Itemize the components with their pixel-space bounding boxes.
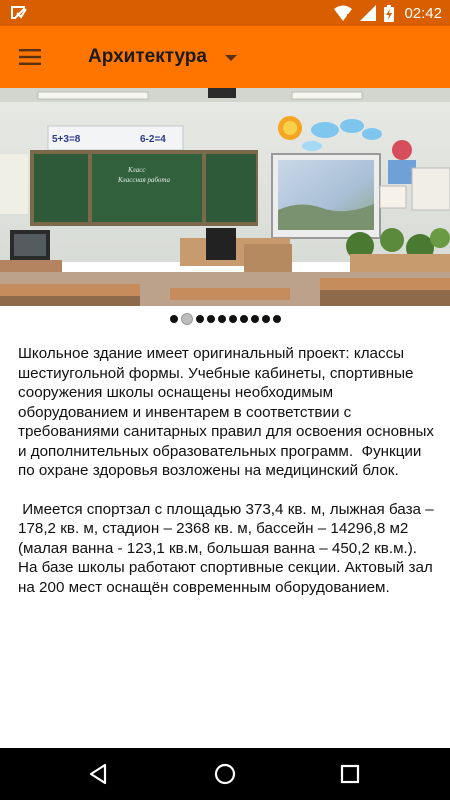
notification-icon bbox=[10, 4, 28, 22]
pager-dot[interactable] bbox=[181, 313, 193, 325]
svg-text:5+3=8: 5+3=8 bbox=[52, 134, 81, 145]
hamburger-icon bbox=[19, 49, 41, 65]
svg-text:6-2=4: 6-2=4 bbox=[140, 134, 166, 145]
article-paragraph-2: Имеется спортзал с площадью 373,4 кв. м, лыжная база – 178,2 кв. м, стадион – 2368 кв. м, бассейн – 14296,8 м2 (малая ванна - 123,1 кв.м, большая ванна – 450,2 кв.м.). На базе школы работают спортивные секции. Актовый зал на 200 мест оснащён современным оборудованием. bbox=[18, 500, 438, 596]
classroom-photo bbox=[0, 88, 450, 306]
svg-text:Класс: Класс bbox=[128, 166, 146, 174]
app-bar bbox=[0, 26, 450, 88]
svg-text:Классная работа: Классная работа bbox=[118, 176, 171, 184]
nav-recents-button[interactable] bbox=[334, 758, 366, 790]
dropdown-arrow-icon bbox=[225, 55, 237, 61]
status-icons bbox=[334, 0, 442, 26]
back-icon bbox=[88, 763, 108, 785]
pager-dot[interactable] bbox=[218, 315, 226, 323]
pager-dot[interactable] bbox=[229, 315, 237, 323]
page-title: Архитектура bbox=[88, 46, 207, 67]
menu-button[interactable] bbox=[12, 39, 48, 75]
pager-dot[interactable] bbox=[240, 315, 248, 323]
pager-dot[interactable] bbox=[262, 315, 270, 323]
section-dropdown[interactable] bbox=[88, 26, 237, 88]
article-body bbox=[18, 344, 438, 597]
pager-dot[interactable] bbox=[207, 315, 215, 323]
article-paragraph-1: Школьное здание имеет оригинальный проект: классы шестиугольной формы. Учебные кабинеты, спортивные сооружения школы оснащены необходимым оборудованием и инвентарем в соответствии с требованиями санитарных правил для освоения основных и дополнительных образовательных программ. Функции по охране здоровья возложены на медицинский блок. bbox=[18, 345, 439, 479]
status-time: 02:42 bbox=[404, 4, 442, 22]
pager-dot[interactable] bbox=[196, 315, 204, 323]
pager-dot[interactable] bbox=[170, 315, 178, 323]
gallery-image[interactable] bbox=[0, 88, 450, 306]
nav-back-button[interactable] bbox=[82, 758, 114, 790]
pager-dot[interactable] bbox=[273, 315, 281, 323]
nav-home-button[interactable] bbox=[209, 758, 241, 790]
pager-dot[interactable] bbox=[251, 315, 259, 323]
status-bar bbox=[0, 0, 450, 26]
gallery-pager[interactable] bbox=[0, 311, 450, 327]
wifi-icon bbox=[334, 5, 352, 21]
home-icon bbox=[214, 763, 236, 785]
recents-icon bbox=[340, 764, 360, 784]
system-nav-bar bbox=[0, 748, 450, 800]
signal-icon bbox=[360, 5, 376, 21]
battery-charging-icon bbox=[384, 5, 394, 22]
